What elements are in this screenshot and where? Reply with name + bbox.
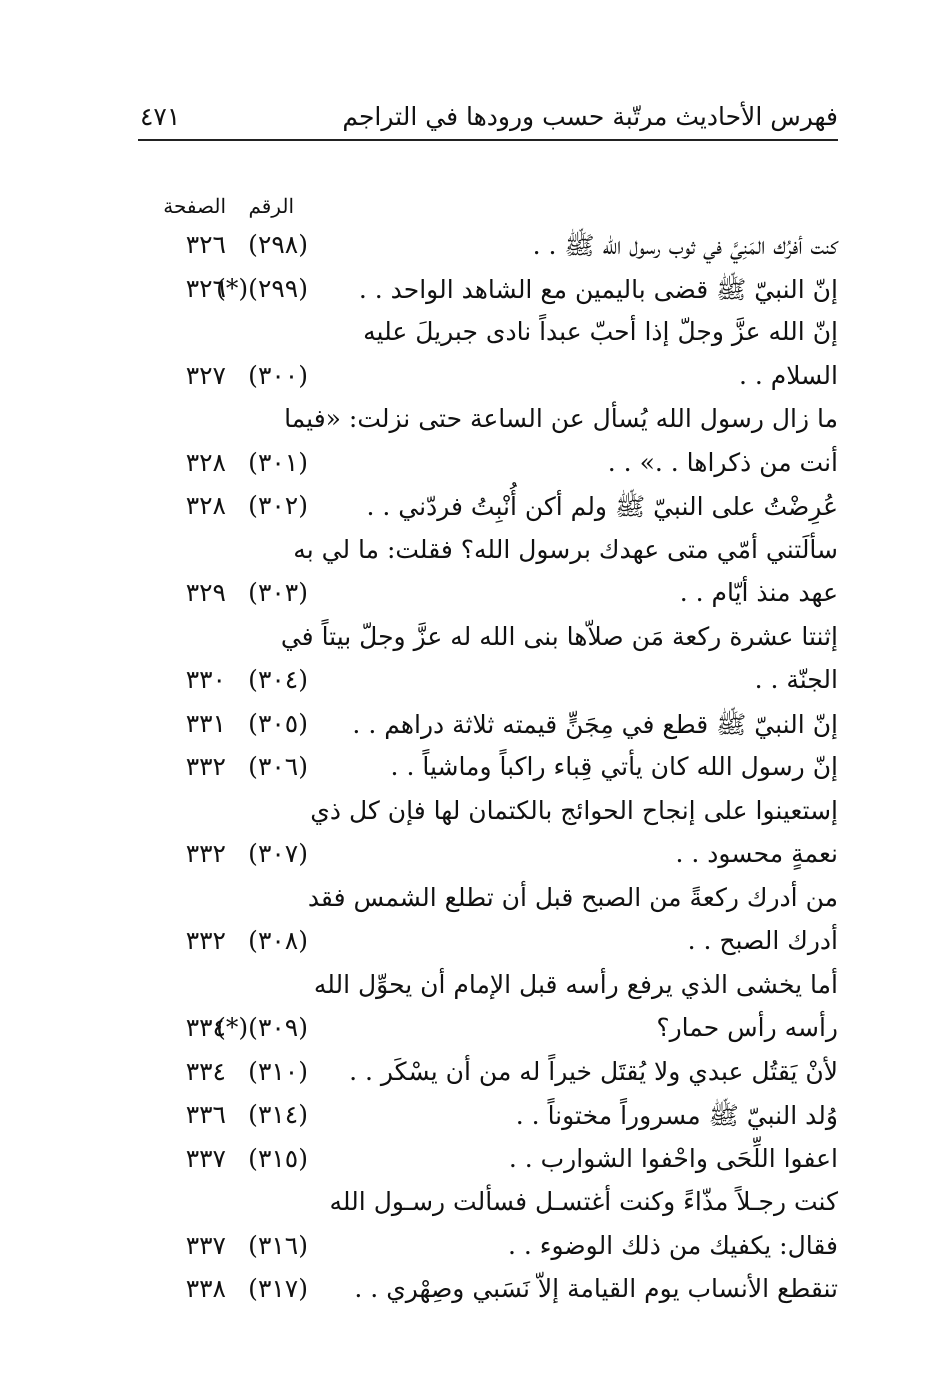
entry-text: تنقطع الأنساب يوم القيامة إلاّ نَسَبي وصِهْري . . — [354, 1274, 838, 1303]
entry-number: (٣١٠) — [248, 1057, 308, 1086]
page-column-header: الصفحة — [163, 194, 226, 218]
entry-text: إستعينوا على إنجاح الحوائج بالكتمان لها فإن كل ذي — [310, 796, 838, 825]
entry-page: ٣٣٢ — [185, 926, 226, 955]
entry-page: ٣٢٦ — [185, 274, 226, 303]
entry-text: إنّ الله عزَّ وجلّ إذا أحبّ عبداً نادى جبريلَ عليه — [363, 317, 838, 346]
entry-text: كنت رجـلاً مذّاءً وكنت أغتسـل فسألت رسـول الله — [329, 1187, 838, 1216]
entry-text: إنّ النبيّ ﷺ قضى باليمين مع الشاهد الواحد . . — [358, 275, 838, 304]
entry-number: (٣٠٨) — [248, 926, 308, 955]
entry-page: ٣٣٢ — [185, 752, 226, 781]
entry-number: (٢٩٩)(*) — [216, 274, 308, 303]
entry-page: ٣٢٧ — [185, 361, 226, 390]
entry-text: الجنّة . . — [754, 665, 838, 694]
entry-text: أدرك الصبح . . — [687, 926, 838, 955]
entry-page: ٣٣٦ — [185, 1100, 226, 1129]
entry-text: أنت من ذكراها . .» . . — [607, 448, 838, 477]
entry-page: ٣٣٨ — [185, 1274, 226, 1303]
entry-page: ٣٣٧ — [185, 1231, 226, 1260]
entry-page: ٣٣٠ — [185, 665, 226, 694]
entry-number: (٣٠٩)(*) — [216, 1013, 308, 1042]
entry-text: عُرِضْتُ على النبيّ ﷺ ولم أكن أُنْبِتُ فردّني . . — [366, 492, 838, 521]
entry-text: سألَتني أمّي متى عهدك برسول الله؟ فقلت: ما لي به — [293, 535, 838, 564]
entry-number: (٣٠٤) — [248, 665, 308, 694]
entry-number: (٣٠٦) — [248, 752, 308, 781]
entry-text: نعمةٍ محسود . . — [675, 839, 838, 868]
entry-text: إنّ النبيّ ﷺ قطع في مِجَنٍّ قيمته ثلاثة دراهم . . — [352, 710, 838, 739]
entry-page: ٣٣٧ — [185, 1144, 226, 1173]
number-column-header: الرقم — [248, 194, 294, 218]
entry-text: أما يخشى الذي يرفع رأسه قبل الإمام أن يحوِّل الله — [313, 970, 838, 999]
entry-number: (٣٠٣) — [248, 578, 308, 607]
entry-text: وُلد النبيّ ﷺ مسروراً مختوناً . . — [515, 1101, 838, 1130]
entry-text: ما زال رسول الله يُسأل عن الساعة حتى نزلت: «فيما — [284, 404, 838, 433]
entry-page: ٣٣٢ — [185, 839, 226, 868]
entry-text: رأسه رأس حمار؟ — [656, 1013, 838, 1042]
entry-text: اعفوا اللِّحَى واحْفوا الشوارب . . — [508, 1144, 838, 1173]
entry-page: ٣٢٨ — [185, 491, 226, 520]
entry-number: (٣٠٥) — [248, 709, 308, 738]
entry-text: من أدرك ركعةً من الصبح قبل أن تطلع الشمس فقد — [307, 883, 838, 912]
entry-text: لأنْ يَقتُل عبدي ولا يُقتَل خيراً له من أن يسْكَر . . — [349, 1057, 838, 1086]
entry-page: ٣٢٨ — [185, 448, 226, 477]
page-number: ٤٧١ — [140, 102, 181, 131]
entry-number: (٣٠١) — [248, 448, 308, 477]
entry-text: عهد منذ أيّام . . — [679, 578, 838, 607]
entry-text: إنّ رسول الله كان يأتي قِباء راكباً وماشياً . . — [390, 752, 838, 781]
entry-page: ٣٢٦ — [185, 230, 226, 259]
entry-page: ٣٣١ — [185, 709, 226, 738]
entry-number: (٣١٦) — [248, 1231, 308, 1260]
entry-number: (٣٠٢) — [248, 491, 308, 520]
entry-number: (٣٠٧) — [248, 839, 308, 868]
entry-page: ٣٣٤ — [185, 1057, 226, 1086]
entry-number: (٣١٥) — [248, 1144, 308, 1173]
entry-number: (٢٩٨) — [248, 230, 308, 259]
entry-page: ٣٢٩ — [185, 578, 226, 607]
entry-number: (٣٠٠) — [248, 361, 308, 390]
entry-number: (٣١٧) — [248, 1274, 308, 1303]
entry-text: السلام . . — [738, 361, 838, 390]
entry-number: (٣١٤) — [248, 1100, 308, 1129]
entry-text: فقال: يكفيك من ذلك الوضوء . . — [507, 1231, 838, 1260]
entry-text: كنت أفرُك المَنِيَّ في ثوب رسول الله ﷺ . . — [532, 231, 838, 260]
entry-page: ٣٣٤ — [185, 1013, 226, 1042]
entry-text: إثنتا عشرة ركعة مَن صلاّها بنى الله له عزَّ وجلّ بيتاً في — [280, 622, 838, 651]
running-title: فهرس الأحاديث مرتّبة حسب ورودها في التراجم — [342, 102, 838, 131]
